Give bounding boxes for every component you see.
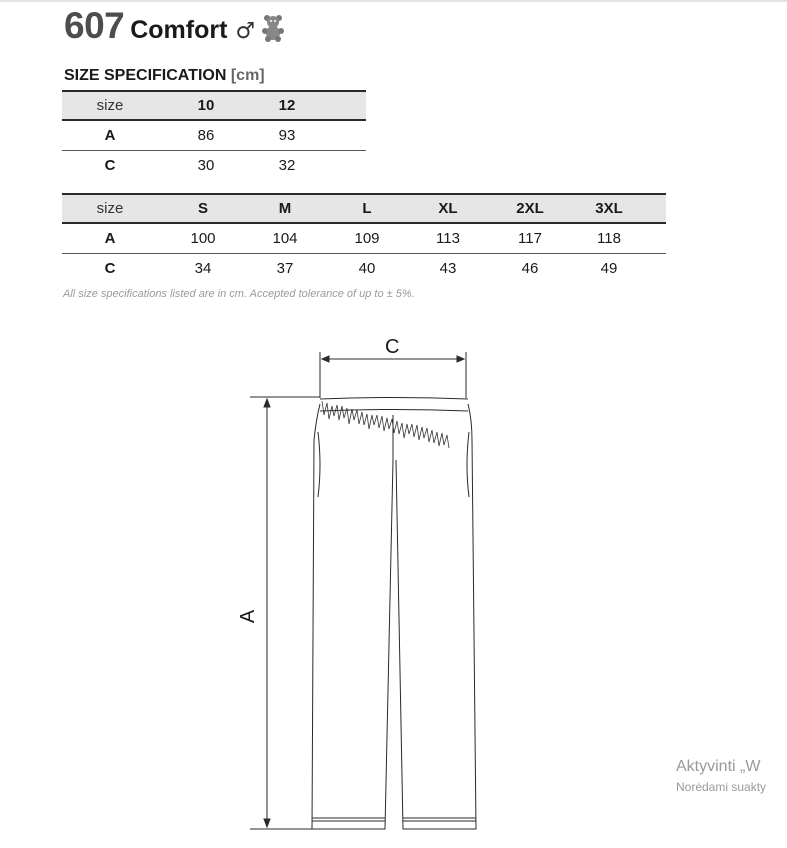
product-header [64,5,285,49]
product-number: 607 [64,5,125,46]
table-cell: 109 [322,223,412,254]
right-leg-outline [396,404,476,829]
size-cell: XL [412,194,484,223]
table-cell: 46 [521,260,539,277]
table-cell: 93 [254,120,320,151]
activation-watermark [676,758,766,794]
tolerance-note: All size specifications listed are in cm. Accepted tolerance of up to ± 5%. [63,288,415,300]
header-label: size [62,91,158,120]
adult-size-table [62,193,666,283]
row-label: C [104,157,116,174]
teddy-bear-icon [261,14,285,47]
table-cell: 118 [576,223,642,254]
size-cell: 10 [158,91,254,120]
spec-unit: [cm] [230,67,265,84]
right-pocket [467,432,469,497]
table-cell: 34 [194,260,212,277]
pants-diagram [230,330,490,840]
arrow-down-icon [264,819,270,827]
watermark-line2: Norėdami suakty [676,780,767,794]
waistband-gathers [322,401,449,448]
dimension-c-label: C [385,336,400,358]
table-cell: 32 [278,157,296,174]
spec-title [64,67,265,85]
left-pocket [318,432,320,497]
table-cell: 104 [248,223,322,254]
waistband-top [320,398,468,400]
left-leg-outline [312,404,393,829]
table-cell: 86 [158,120,254,151]
spacer-cell [320,151,366,181]
watermark-line1: Aktyvinti „W [676,758,761,775]
table-cell: 40 [358,260,376,277]
table-row [62,120,366,151]
table-cell: 37 [276,260,294,277]
row-label: A [62,120,158,151]
spacer-cell [642,223,666,254]
waistband-bottom [320,410,468,412]
table-cell: 117 [484,223,576,254]
spacer-cell [642,194,666,223]
spec-title-text: SIZE SPECIFICATION [64,67,227,84]
table-cell: 113 [412,223,484,254]
male-symbol-icon: ♂ [235,19,256,44]
arrow-right-icon [457,356,464,362]
table-header-row [62,194,666,223]
arrow-left-icon [322,356,329,362]
size-cell: 12 [254,91,320,120]
spacer-cell [320,120,366,151]
size-cell: S [158,194,248,223]
table-cell: 49 [600,260,618,277]
row-label: C [104,260,116,277]
table-cell: 30 [197,157,215,174]
size-cell: M [248,194,322,223]
table-cell: 100 [158,223,248,254]
row-label: A [62,223,158,254]
spacer-cell [320,91,366,120]
size-cell: 3XL [576,194,642,223]
product-name: Comfort [130,16,228,44]
table-row [62,151,366,181]
header-label: size [62,194,158,223]
dimension-a-label: A [237,609,260,624]
table-row [62,223,666,254]
kids-size-table [62,90,366,180]
table-cell: 43 [439,260,457,277]
size-cell: 2XL [484,194,576,223]
arrow-up-icon [264,399,270,407]
spacer-cell [642,254,666,284]
top-divider [0,0,787,2]
size-cell: L [322,194,412,223]
table-header-row [62,91,366,120]
table-row [62,254,666,284]
